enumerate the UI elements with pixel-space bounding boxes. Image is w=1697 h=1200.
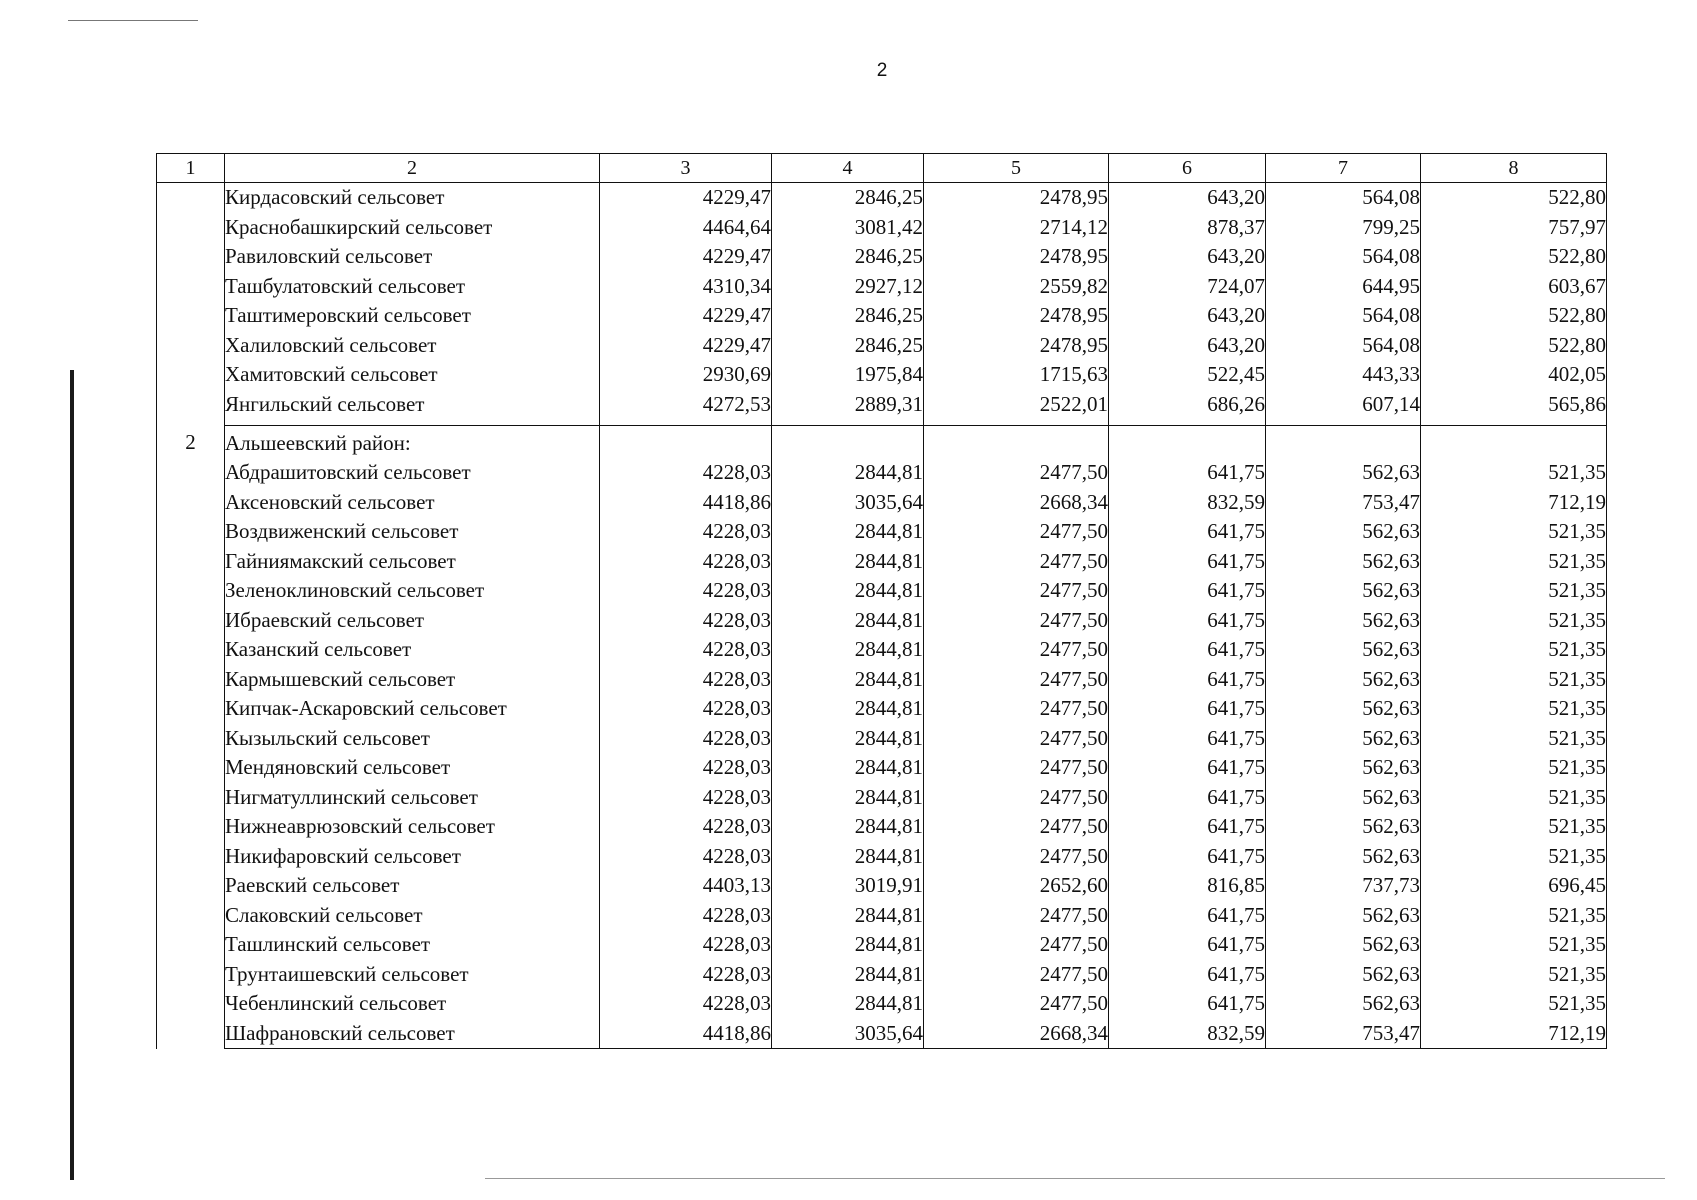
value-cell: 1715,63: [924, 360, 1109, 390]
value-cell: 641,75: [1109, 635, 1266, 665]
value-cell: 521,35: [1421, 635, 1607, 665]
value-cell: 443,33: [1266, 360, 1421, 390]
value-cell: 641,75: [1109, 665, 1266, 695]
value-cell: 562,63: [1266, 812, 1421, 842]
value-cell: 521,35: [1421, 930, 1607, 960]
value-cell: 4418,86: [600, 488, 772, 518]
header-cell: 4: [772, 154, 924, 183]
settlement-name: Нижнеаврюзовский сельсовет: [225, 812, 600, 842]
value-cell: 4229,47: [600, 331, 772, 361]
header-cell: 7: [1266, 154, 1421, 183]
value-cell: 737,73: [1266, 871, 1421, 901]
value-cell: 562,63: [1266, 842, 1421, 872]
settlement-name: Трунтаишевский сельсовет: [225, 960, 600, 990]
empty-cell: [1266, 425, 1421, 458]
value-cell: 562,63: [1266, 753, 1421, 783]
value-cell: 2844,81: [772, 812, 924, 842]
value-cell: 4228,03: [600, 665, 772, 695]
header-cell: 6: [1109, 154, 1266, 183]
table-row: [157, 331, 1607, 361]
value-cell: 4228,03: [600, 576, 772, 606]
value-cell: 641,75: [1109, 724, 1266, 754]
settlement-name: Краснобашкирский сельсовет: [225, 213, 600, 243]
settlement-name: Зеленоклиновский сельсовет: [225, 576, 600, 606]
value-cell: 4229,47: [600, 183, 772, 213]
settlement-name: Нигматуллинский сельсовет: [225, 783, 600, 813]
value-cell: 562,63: [1266, 901, 1421, 931]
value-cell: 641,75: [1109, 694, 1266, 724]
settlement-name: Таштимеровский сельсовет: [225, 301, 600, 331]
table-row: [157, 635, 1607, 665]
value-cell: 641,75: [1109, 812, 1266, 842]
value-cell: 2844,81: [772, 458, 924, 488]
value-cell: 816,85: [1109, 871, 1266, 901]
empty-cell: [600, 425, 772, 458]
settlement-name: Хамитовский сельсовет: [225, 360, 600, 390]
table-row: [157, 989, 1607, 1019]
value-cell: 2846,25: [772, 301, 924, 331]
value-cell: 562,63: [1266, 547, 1421, 577]
value-cell: 753,47: [1266, 488, 1421, 518]
value-cell: 641,75: [1109, 547, 1266, 577]
scan-mark-top: [68, 20, 198, 21]
value-cell: 521,35: [1421, 517, 1607, 547]
value-cell: 562,63: [1266, 960, 1421, 990]
value-cell: 2477,50: [924, 635, 1109, 665]
settlement-name: Ташбулатовский сельсовет: [225, 272, 600, 302]
value-cell: 2844,81: [772, 694, 924, 724]
value-cell: 643,20: [1109, 331, 1266, 361]
value-cell: 2930,69: [600, 360, 772, 390]
table-row: [157, 272, 1607, 302]
value-cell: 4229,47: [600, 301, 772, 331]
value-cell: 641,75: [1109, 960, 1266, 990]
section-index-cell: [157, 183, 225, 426]
value-cell: 641,75: [1109, 901, 1266, 931]
table-row: [157, 753, 1607, 783]
table-row: [157, 930, 1607, 960]
settlement-name: Ташлинский сельсовет: [225, 930, 600, 960]
value-cell: 641,75: [1109, 842, 1266, 872]
empty-cell: [1421, 425, 1607, 458]
empty-cell: [924, 425, 1109, 458]
value-cell: 521,35: [1421, 606, 1607, 636]
settlement-name: Никифаровский сельсовет: [225, 842, 600, 872]
value-cell: 2477,50: [924, 606, 1109, 636]
value-cell: 641,75: [1109, 930, 1266, 960]
header-cell: 1: [157, 154, 225, 183]
value-cell: 3035,64: [772, 488, 924, 518]
value-cell: 521,35: [1421, 665, 1607, 695]
value-cell: 2844,81: [772, 901, 924, 931]
value-cell: 641,75: [1109, 783, 1266, 813]
value-cell: 564,08: [1266, 331, 1421, 361]
value-cell: 564,08: [1266, 242, 1421, 272]
section-heading-row: [157, 425, 1607, 458]
value-cell: 1975,84: [772, 360, 924, 390]
table-row: [157, 183, 1607, 213]
value-cell: 4228,03: [600, 901, 772, 931]
value-cell: 2844,81: [772, 783, 924, 813]
settlement-name: Казанский сельсовет: [225, 635, 600, 665]
value-cell: 2844,81: [772, 606, 924, 636]
value-cell: 832,59: [1109, 1019, 1266, 1049]
value-cell: 641,75: [1109, 517, 1266, 547]
value-cell: 712,19: [1421, 488, 1607, 518]
settlement-name: Чебенлинский сельсовет: [225, 989, 600, 1019]
value-cell: 643,20: [1109, 242, 1266, 272]
value-cell: 562,63: [1266, 783, 1421, 813]
table-row: [157, 871, 1607, 901]
value-cell: 562,63: [1266, 517, 1421, 547]
value-cell: 724,07: [1109, 272, 1266, 302]
table-row: [157, 576, 1607, 606]
value-cell: 522,80: [1421, 183, 1607, 213]
table-row: [157, 301, 1607, 331]
value-cell: 603,67: [1421, 272, 1607, 302]
table-row: [157, 606, 1607, 636]
value-cell: 564,08: [1266, 183, 1421, 213]
empty-cell: [772, 425, 924, 458]
value-cell: 4418,86: [600, 1019, 772, 1049]
value-cell: 522,80: [1421, 301, 1607, 331]
settlement-name: Кипчак-Аскаровский сельсовет: [225, 694, 600, 724]
settlement-name: Мендяновский сельсовет: [225, 753, 600, 783]
value-cell: 644,95: [1266, 272, 1421, 302]
value-cell: 2844,81: [772, 842, 924, 872]
value-cell: 641,75: [1109, 989, 1266, 1019]
value-cell: 4228,03: [600, 960, 772, 990]
value-cell: 2478,95: [924, 301, 1109, 331]
value-cell: 2478,95: [924, 331, 1109, 361]
table-row: [157, 242, 1607, 272]
value-cell: 2668,34: [924, 488, 1109, 518]
table-row: [157, 783, 1607, 813]
value-cell: 2844,81: [772, 930, 924, 960]
value-cell: 2477,50: [924, 812, 1109, 842]
value-cell: 4228,03: [600, 635, 772, 665]
settlement-name: Воздвиженский сельсовет: [225, 517, 600, 547]
value-cell: 2477,50: [924, 989, 1109, 1019]
value-cell: 522,80: [1421, 242, 1607, 272]
value-cell: 4464,64: [600, 213, 772, 243]
value-cell: 643,20: [1109, 301, 1266, 331]
value-cell: 878,37: [1109, 213, 1266, 243]
value-cell: 521,35: [1421, 458, 1607, 488]
settlement-name: Слаковский сельсовет: [225, 901, 600, 931]
value-cell: 4228,03: [600, 694, 772, 724]
value-cell: 521,35: [1421, 842, 1607, 872]
table-row: [157, 213, 1607, 243]
value-cell: 2668,34: [924, 1019, 1109, 1049]
value-cell: 521,35: [1421, 901, 1607, 931]
header-cell: 2: [225, 154, 600, 183]
value-cell: 4229,47: [600, 242, 772, 272]
table-row: [157, 665, 1607, 695]
value-cell: 757,97: [1421, 213, 1607, 243]
table-row: [157, 360, 1607, 390]
value-cell: 2477,50: [924, 930, 1109, 960]
value-cell: 641,75: [1109, 576, 1266, 606]
value-cell: 562,63: [1266, 635, 1421, 665]
value-cell: 2927,12: [772, 272, 924, 302]
value-cell: 521,35: [1421, 753, 1607, 783]
settlement-name: Гайниямакский сельсовет: [225, 547, 600, 577]
value-cell: 3081,42: [772, 213, 924, 243]
settlement-name: Кармышевский сельсовет: [225, 665, 600, 695]
value-cell: 4228,03: [600, 783, 772, 813]
section-index: 2: [157, 425, 225, 1049]
value-cell: 2477,50: [924, 694, 1109, 724]
value-cell: 2477,50: [924, 901, 1109, 931]
value-cell: 402,05: [1421, 360, 1607, 390]
value-cell: 562,63: [1266, 724, 1421, 754]
table-row: [157, 960, 1607, 990]
value-cell: 521,35: [1421, 694, 1607, 724]
value-cell: 607,14: [1266, 390, 1421, 426]
value-cell: 521,35: [1421, 960, 1607, 990]
value-cell: 2478,95: [924, 242, 1109, 272]
value-cell: 2846,25: [772, 183, 924, 213]
empty-cell: [1109, 425, 1266, 458]
value-cell: 3035,64: [772, 1019, 924, 1049]
value-cell: 686,26: [1109, 390, 1266, 426]
table-row: [157, 812, 1607, 842]
settlement-name: Абдрашитовский сельсовет: [225, 458, 600, 488]
value-cell: 562,63: [1266, 576, 1421, 606]
value-cell: 641,75: [1109, 458, 1266, 488]
value-cell: 2477,50: [924, 753, 1109, 783]
value-cell: 562,63: [1266, 458, 1421, 488]
value-cell: 2522,01: [924, 390, 1109, 426]
value-cell: 2844,81: [772, 753, 924, 783]
value-cell: 4228,03: [600, 517, 772, 547]
table-row: [157, 458, 1607, 488]
value-cell: 832,59: [1109, 488, 1266, 518]
header-row: [157, 154, 1607, 183]
value-cell: 2477,50: [924, 842, 1109, 872]
value-cell: 2477,50: [924, 665, 1109, 695]
value-cell: 4228,03: [600, 930, 772, 960]
value-cell: 562,63: [1266, 930, 1421, 960]
value-cell: 641,75: [1109, 753, 1266, 783]
value-cell: 522,80: [1421, 331, 1607, 361]
value-cell: 562,63: [1266, 665, 1421, 695]
value-cell: 2844,81: [772, 547, 924, 577]
value-cell: 521,35: [1421, 576, 1607, 606]
value-cell: 799,25: [1266, 213, 1421, 243]
value-cell: 2844,81: [772, 960, 924, 990]
value-cell: 2844,81: [772, 576, 924, 606]
table-row: [157, 724, 1607, 754]
settlement-name: Аксеновский сельсовет: [225, 488, 600, 518]
scan-mark-left: [70, 370, 74, 1180]
settlement-name: Ибраевский сельсовет: [225, 606, 600, 636]
settlement-name: Раевский сельсовет: [225, 871, 600, 901]
value-cell: 2559,82: [924, 272, 1109, 302]
value-cell: 2844,81: [772, 665, 924, 695]
table-row: [157, 517, 1607, 547]
value-cell: 521,35: [1421, 812, 1607, 842]
settlement-name: Янгильский сельсовет: [225, 390, 600, 426]
value-cell: 641,75: [1109, 606, 1266, 636]
table-row: [157, 1019, 1607, 1049]
value-cell: 2477,50: [924, 517, 1109, 547]
header-cell: 8: [1421, 154, 1607, 183]
value-cell: 2477,50: [924, 576, 1109, 606]
settlement-name: Халиловский сельсовет: [225, 331, 600, 361]
value-cell: 2477,50: [924, 547, 1109, 577]
value-cell: 4228,03: [600, 753, 772, 783]
value-cell: 521,35: [1421, 724, 1607, 754]
value-cell: 4272,53: [600, 390, 772, 426]
settlement-name: Кирдасовский сельсовет: [225, 183, 600, 213]
header-cell: 3: [600, 154, 772, 183]
value-cell: 4310,34: [600, 272, 772, 302]
value-cell: 696,45: [1421, 871, 1607, 901]
table-row: [157, 901, 1607, 931]
settlement-name: Равиловский сельсовет: [225, 242, 600, 272]
value-cell: 562,63: [1266, 694, 1421, 724]
value-cell: 2477,50: [924, 724, 1109, 754]
table-row: [157, 390, 1607, 426]
value-cell: 2714,12: [924, 213, 1109, 243]
value-cell: 562,63: [1266, 989, 1421, 1019]
value-cell: 562,63: [1266, 606, 1421, 636]
value-cell: 4228,03: [600, 812, 772, 842]
page-number: 2: [876, 60, 888, 81]
value-cell: 2477,50: [924, 960, 1109, 990]
settlement-name: Кызыльский сельсовет: [225, 724, 600, 754]
value-cell: 2846,25: [772, 331, 924, 361]
value-cell: 4228,03: [600, 724, 772, 754]
value-cell: 521,35: [1421, 783, 1607, 813]
scan-mark-bottom: [485, 1178, 1665, 1179]
value-cell: 564,08: [1266, 301, 1421, 331]
value-cell: 565,86: [1421, 390, 1607, 426]
table-row: [157, 488, 1607, 518]
value-cell: 2889,31: [772, 390, 924, 426]
value-cell: 712,19: [1421, 1019, 1607, 1049]
table-row: [157, 842, 1607, 872]
data-table: [156, 153, 1607, 1049]
value-cell: 2844,81: [772, 724, 924, 754]
value-cell: 2478,95: [924, 183, 1109, 213]
value-cell: 4228,03: [600, 547, 772, 577]
value-cell: 2844,81: [772, 635, 924, 665]
header-cell: 5: [924, 154, 1109, 183]
value-cell: 4228,03: [600, 989, 772, 1019]
value-cell: 2844,81: [772, 517, 924, 547]
value-cell: 2477,50: [924, 783, 1109, 813]
value-cell: 2844,81: [772, 989, 924, 1019]
district-title: Альшеевский район:: [225, 425, 600, 458]
value-cell: 521,35: [1421, 989, 1607, 1019]
value-cell: 753,47: [1266, 1019, 1421, 1049]
table-row: [157, 694, 1607, 724]
value-cell: 4228,03: [600, 458, 772, 488]
value-cell: 4403,13: [600, 871, 772, 901]
value-cell: 2477,50: [924, 458, 1109, 488]
value-cell: 522,45: [1109, 360, 1266, 390]
value-cell: 4228,03: [600, 606, 772, 636]
value-cell: 4228,03: [600, 842, 772, 872]
value-cell: 643,20: [1109, 183, 1266, 213]
value-cell: 2846,25: [772, 242, 924, 272]
table-row: [157, 547, 1607, 577]
value-cell: 521,35: [1421, 547, 1607, 577]
value-cell: 2652,60: [924, 871, 1109, 901]
value-cell: 3019,91: [772, 871, 924, 901]
settlement-name: Шафрановский сельсовет: [225, 1019, 600, 1049]
